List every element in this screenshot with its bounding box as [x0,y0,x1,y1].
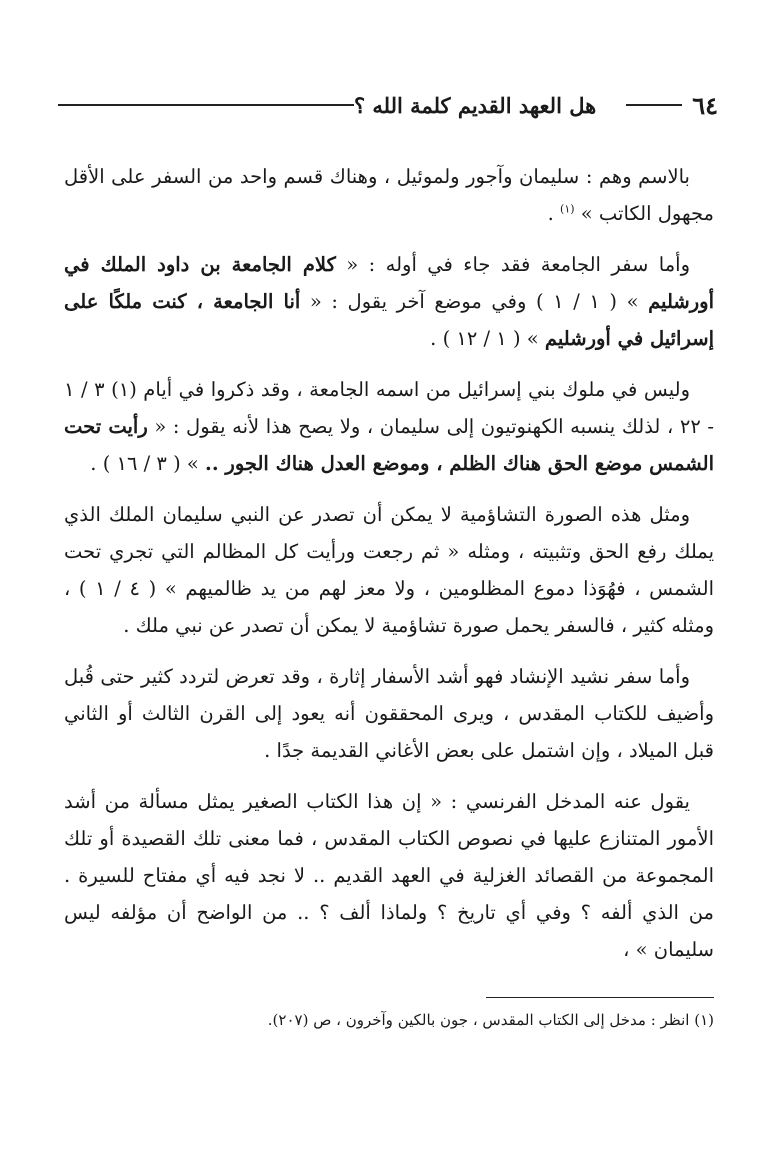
header-rule-long [58,104,354,106]
footnote-reference: (١) [560,202,575,216]
paragraph-6: يقول عنه المدخل الفرنسي : « إن هذا الكتاب الصغير يمثل مسألة من أشد الأمور المتنازع عليها في نصوص الكتاب المقدس ، فما معنى تلك القصيدة أو تلك المجموعة من القصائد الغزلية في العهد القديم .. لا نجد فيه أي مفتاح للسيرة . من الذي ألفه ؟ وفي أي تاريخ ؟ ولماذا ألف ؟ .. من الواضح أن مؤلفه ليس سليمان » ، [64,790,714,961]
header-rule-short [626,104,682,106]
footnote: (١) انظر : مدخل إلى الكتاب المقدس ، جون بالكين وآخرون ، ص (٢٠٧). [267,1011,714,1029]
page-number: ٦٤ [692,90,718,120]
paragraph-4: ومثل هذه الصورة التشاؤمية لا يمكن أن تصدر عن النبي سليمان الملك الذي يملك رفع الحق وتثبيته ، ومثله « ثم رجعت ورأيت كل المظالم التي تجري تحت الشمس ، فهُوَذا دموع المظلومين ، ولا معز لهم من يد ظالميهم » ( ٤ / ١ ) ، ومثله كثير ، فالسفر يحمل صورة تشاؤمية لا يمكن أن تصدر عن نبي ملك . [64,503,715,637]
paragraph-5: وأما سفر نشيد الإنشاد فهو أشد الأسفار إثارة ، وقد تعرض لتردد كثير حتى قُبل وأضيف للكتاب المقدس ، ويرى المحققون أنه يعود إلى القرن الثالث أو الثاني قبل الميلاد ، وإن اشتمل على بعض الأغاني القديمة جدًا . [64,665,714,762]
bold-quote: كلام الجامعة بن داود الملك في أورشليم [64,253,714,313]
page-body [64,158,714,982]
paragraph-2: وأما سفر الجامعة فقد جاء في أوله : « كلام الجامعة بن داود الملك في أورشليم » ( ١ / ١ ) وفي موضع آخر يقول : « أنا الجامعة ، كنت ملكًا على إسرائيل في أورشليم » ( ١ / ١٢ ) . [64,253,714,350]
paragraph-3: وليس في ملوك بني إسرائيل من اسمه الجامعة ، وقد ذكروا في أيام (١) ٣ / ١ - ٢٢ ، لذلك ينسبه الكهنوتيون إلى سليمان ، ولا يصح هذا لأنه يقول : « رأيت تحت الشمس موضع الحق هناك الظلم ، وموضع العدل هناك الجور .. » ( ٣ / ١٦ ) . [64,378,714,475]
chapter-title: هل العهد القديم كلمة الله ؟ [353,92,597,118]
footnote-separator [486,997,714,998]
paragraph-1: بالاسم وهم : سليمان وآجور ولموئيل ، وهناك قسم واحد من السفر على الأقل مجهول الكاتب » $^{(١)}$ . [64,165,714,225]
bold-quote: رأيت تحت الشمس موضع الحق هناك الظلم ، وموضع العدل هناك الجور .. [64,415,714,475]
running-header [58,88,718,122]
bold-quote: أنا الجامعة ، كنت ملكًا على إسرائيل في أورشليم [64,290,714,350]
